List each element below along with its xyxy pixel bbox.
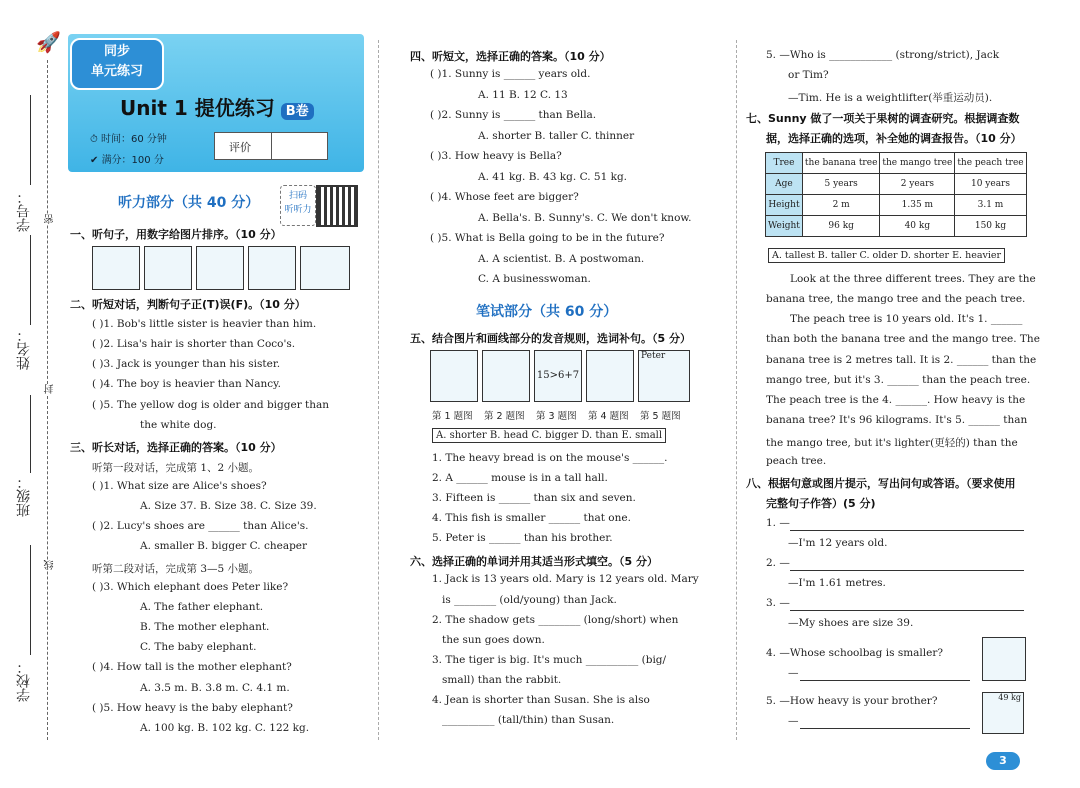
- q6-sentence-4b: __________ (tall/thin) than Susan.: [442, 714, 615, 726]
- label-name: 姓名：: [16, 328, 32, 370]
- q5-caption-1: 第 1 题图: [432, 411, 473, 422]
- table-cell: Age: [766, 174, 803, 195]
- q8-answer-line-1[interactable]: [790, 530, 1024, 531]
- q7-options: A. tallest B. taller C. older D. shorter E. heavier: [768, 248, 1005, 263]
- q8-q4: 4. —Whose schoolbag is smaller?: [766, 647, 944, 659]
- q4-item-2: ( )2. Sunny is ______ than Bella.: [430, 109, 597, 121]
- q1-picture-5: [300, 246, 350, 290]
- q2-item-2: ( )2. Lisa's hair is shorter than Coco's.: [92, 338, 296, 350]
- table-row: [766, 174, 1027, 195]
- q2-item-4: ( )4. The boy is heavier than Nancy.: [92, 378, 282, 390]
- q5-caption-2: 第 2 题图: [484, 411, 525, 422]
- written-heading: 笔试部分（共 60 分）: [476, 304, 618, 320]
- q8-q1: 1. —: [766, 517, 790, 529]
- q5-picture-5: [638, 350, 690, 402]
- q6-sentence-2b: the sun goes down.: [442, 634, 545, 646]
- q7-para-10: peach tree.: [766, 455, 827, 467]
- q4-item-3-options: A. 41 kg. B. 43 kg. C. 51 kg.: [478, 171, 628, 183]
- badge-line2: 单元练习: [90, 64, 143, 79]
- pic3-text: 15>6+7: [536, 370, 580, 381]
- table-cell: 150 kg: [955, 216, 1026, 237]
- scale-picture: [982, 692, 1024, 734]
- table-cell: Weight: [766, 216, 803, 237]
- q3-item-3-c: C. The baby elephant.: [140, 641, 257, 653]
- table-cell: 2 years: [880, 174, 955, 195]
- time-text: 时间：60 分钟: [100, 134, 167, 145]
- q5-picture-2: [482, 350, 530, 402]
- q1-picture-3: [196, 246, 244, 290]
- q2-heading: 二、听短对话，判断句子正(T)误(F)。（10 分）: [70, 298, 306, 311]
- q8-q3: 3. —: [766, 597, 790, 609]
- table-cell: 2 m: [802, 195, 879, 216]
- q4-heading: 四、听短文，选择正确的答案。（10 分）: [410, 50, 611, 63]
- q7-para-9: the mango tree, but it's lighter(更轻的) than the: [766, 437, 1018, 449]
- q5-sentence-2: 2. A ______ mouse is in a tall hall.: [432, 472, 608, 484]
- q5-caption-5: 第 5 题图: [640, 411, 681, 422]
- rocket-icon: 🚀: [36, 30, 61, 54]
- q5-picture-1: [430, 350, 478, 402]
- eval-box: [214, 132, 328, 160]
- table-row: [766, 153, 1027, 174]
- label-school: 学校：: [16, 660, 32, 702]
- q8-answer-line-2[interactable]: [790, 570, 1024, 571]
- q6-sentence-5a: 5. —Who is ____________ (strong/strict), Jack: [766, 49, 1000, 61]
- q6-sentence-3a: 3. The tiger is big. It's much __________ (big/: [432, 654, 667, 666]
- line-class: [30, 395, 31, 473]
- table-cell: the banana tree: [802, 153, 879, 174]
- q3-item-3-b: B. The mother elephant.: [140, 621, 270, 633]
- q4-item-4: ( )4. Whose feet are bigger?: [430, 191, 579, 203]
- line-school: [30, 545, 31, 655]
- mark-xian: 线: [45, 560, 56, 570]
- pic5-text: Peter: [641, 351, 666, 361]
- q2-item-1: ( )1. Bob's little sister is heavier than him.: [92, 318, 317, 330]
- q3-item-4: ( )4. How tall is the mother elephant?: [92, 661, 292, 673]
- title-banner: [68, 34, 364, 172]
- label-student-id: 学号：: [16, 190, 32, 232]
- eval-label: 评价: [229, 141, 251, 154]
- line-name: [30, 235, 31, 325]
- table-cell: 1.35 m: [880, 195, 955, 216]
- q2-item-3: ( )3. Jack is younger than his sister.: [92, 358, 281, 370]
- q5-options: A. shorter B. head C. bigger D. than E. small: [432, 428, 666, 443]
- table-cell: 96 kg: [802, 216, 879, 237]
- q8-a1: —I'm 12 years old.: [788, 537, 888, 549]
- q1-picture-4: [248, 246, 296, 290]
- q7-para-6: mango tree, but it's 3. ______ than the peach tree.: [766, 374, 1031, 386]
- table-cell: Height: [766, 195, 803, 216]
- q7-para-8: banana tree? It's 96 kilograms. It's 5. ______ than: [766, 414, 1028, 426]
- mark-feng: 封: [45, 384, 56, 394]
- q4-item-5: ( )5. What is Bella going to be in the future?: [430, 232, 665, 244]
- q4-item-5-c: C. A businesswoman.: [478, 273, 591, 285]
- column-divider-1: [378, 40, 379, 740]
- binding-strip: [0, 0, 60, 788]
- scan-line2: 听听力: [284, 205, 312, 215]
- q6-sentence-2a: 2. The shadow gets ________ (long/short) when: [432, 614, 679, 626]
- q8-a2: —I'm 1.61 metres.: [788, 577, 886, 589]
- mark-mi: 密: [45, 214, 56, 224]
- q5-picture-3: [534, 350, 582, 402]
- q3-item-3-a: A. The father elephant.: [140, 601, 264, 613]
- q7-para-5: banana tree is 2 metres tall. It is 2. ______ than the: [766, 354, 1037, 366]
- q6-sentence-5b: or Tim?: [788, 69, 829, 81]
- q3-item-1: ( )1. What size are Alice's shoes?: [92, 480, 267, 492]
- q3-item-1-options: A. Size 37. B. Size 38. C. Size 39.: [140, 500, 317, 512]
- q3-heading: 三、听长对话，选择正确的答案。（10 分）: [70, 441, 282, 454]
- q4-item-4-options: A. Bella's. B. Sunny's. C. We don't know.: [478, 212, 692, 224]
- q6-heading: 六、选择正确的单词并用其适当形式填空。（5 分）: [410, 555, 658, 568]
- table-row: [766, 195, 1027, 216]
- q5-sentence-3: 3. Fifteen is ______ than six and seven.: [432, 492, 636, 504]
- schoolbag-picture: [982, 637, 1026, 681]
- sync-badge: [70, 38, 164, 90]
- q5-caption-4: 第 4 题图: [588, 411, 629, 422]
- q5-heading: 五、结合图片和画线部分的发音规则，选词补句。（5 分）: [410, 332, 691, 345]
- q3-sub1: 听第一段对话，完成第 1、2 小题。: [92, 462, 260, 474]
- q8-q2: 2. —: [766, 557, 790, 569]
- q4-item-1-options: A. 11 B. 12 C. 13: [478, 89, 568, 101]
- scan-line1: 扫码: [288, 191, 307, 201]
- q3-item-5: ( )5. How heavy is the baby elephant?: [92, 702, 293, 714]
- q8-q5: 5. —How heavy is your brother?: [766, 695, 938, 707]
- scale-text: 49 kg: [998, 693, 1021, 702]
- q7-para-1: Look at the three different trees. They are the: [790, 273, 1036, 285]
- badge-line1: 同步: [103, 44, 130, 59]
- q8-heading-1: 八、根据句意或图片提示，写出问句或答语。（要求使用: [746, 477, 1016, 490]
- q8-answer-line-3[interactable]: [790, 610, 1024, 611]
- table-cell: 40 kg: [880, 216, 955, 237]
- q7-heading-2: 据，选择正确的选项，补全她的调查报告。（10 分）: [766, 132, 1022, 145]
- q3-sub2: 听第二段对话，完成第 3—5 小题。: [92, 563, 260, 575]
- binding-dotted-line: [47, 60, 48, 740]
- q5-sentence-4: 4. This fish is smaller ______ that one.: [432, 512, 631, 524]
- q4-item-1: ( )1. Sunny is ______ years old.: [430, 68, 591, 80]
- qr-code-icon[interactable]: [316, 185, 358, 227]
- q2-item-5: ( )5. The yellow dog is older and bigger than: [92, 399, 330, 411]
- q6-sentence-4a: 4. Jean is shorter than Susan. She is also: [432, 694, 650, 706]
- q7-para-3: The peach tree is 10 years old. It's 1. ______: [790, 313, 1023, 325]
- q8-answer-line-5[interactable]: [800, 728, 970, 729]
- q7-heading-1: 七、Sunny 做了一项关于果树的调查研究。根据调查数: [746, 112, 1020, 125]
- q7-para-7: The peach tree is the 4. ______. How heavy is the: [766, 394, 1026, 406]
- listening-heading: 听力部分（共 40 分）: [118, 195, 260, 211]
- q7-para-4: than both the banana tree and the mango tree. The: [766, 333, 1040, 345]
- table-cell: 10 years: [955, 174, 1026, 195]
- table-cell: Tree: [766, 153, 803, 174]
- column-divider-2: [736, 40, 737, 740]
- time-limit: ⏱ 时间：60 分钟: [90, 134, 167, 145]
- line-student-id: [30, 95, 31, 185]
- q4-item-2-options: A. shorter B. taller C. thinner: [478, 130, 635, 142]
- table-row: [766, 216, 1027, 237]
- q5-sentence-1: 1. The heavy bread is on the mouse's ______.: [432, 452, 668, 464]
- scan-badge: [280, 185, 316, 226]
- full-score: ✔ 满分：100 分: [90, 155, 164, 166]
- q5-sentence-5: 5. Peter is ______ than his brother.: [432, 532, 613, 544]
- q8-a5: —: [788, 715, 799, 727]
- volume-badge: B卷: [281, 103, 314, 120]
- q7-para-2: banana tree, the mango tree and the peach tree.: [766, 293, 1026, 305]
- q3-item-2-options: A. smaller B. bigger C. cheaper: [140, 540, 308, 552]
- table-cell: the mango tree: [880, 153, 955, 174]
- table-cell: 3.1 m: [955, 195, 1026, 216]
- page-number: 3: [986, 752, 1020, 770]
- q8-heading-2: 完整句子作答）(5 分): [766, 497, 876, 510]
- q3-item-4-options: A. 3.5 m. B. 3.8 m. C. 4.1 m.: [140, 682, 290, 694]
- q8-a4: —: [788, 667, 799, 679]
- q2-item-5-cont: the white dog.: [140, 419, 217, 431]
- q1-heading: 一、听句子，用数字给图片排序。（10 分）: [70, 228, 282, 241]
- q8-answer-line-4[interactable]: [800, 680, 970, 681]
- q5-caption-3: 第 3 题图: [536, 411, 577, 422]
- table-cell: 5 years: [802, 174, 879, 195]
- q1-picture-2: [144, 246, 192, 290]
- survey-table: [765, 152, 1027, 237]
- q6-sentence-1a: 1. Jack is 13 years old. Mary is 12 years old. Mary: [432, 573, 699, 585]
- label-class: 班级：: [16, 475, 32, 517]
- q5-picture-4: [586, 350, 634, 402]
- q8-a3: —My shoes are size 39.: [788, 617, 914, 629]
- page-title: [120, 92, 314, 121]
- table-cell: the peach tree: [955, 153, 1026, 174]
- q6-sentence-3b: small) than the rabbit.: [442, 674, 562, 686]
- q4-item-5-options: A. A scientist. B. A postwoman.: [478, 253, 645, 265]
- q4-item-3: ( )3. How heavy is Bella?: [430, 150, 562, 162]
- score-text: 满分：100 分: [101, 155, 164, 166]
- q3-item-5-options: A. 100 kg. B. 102 kg. C. 122 kg.: [140, 722, 310, 734]
- q6-sentence-1b: is ________ (old/young) than Jack.: [442, 594, 617, 606]
- q3-item-3: ( )3. Which elephant does Peter like?: [92, 581, 289, 593]
- q3-item-2: ( )2. Lucy's shoes are ______ than Alice's.: [92, 520, 309, 532]
- q1-picture-1: [92, 246, 140, 290]
- title-text: Unit 1 提优练习: [120, 96, 275, 120]
- q6-sentence-5c: —Tim. He is a weightlifter(举重运动员).: [788, 92, 993, 104]
